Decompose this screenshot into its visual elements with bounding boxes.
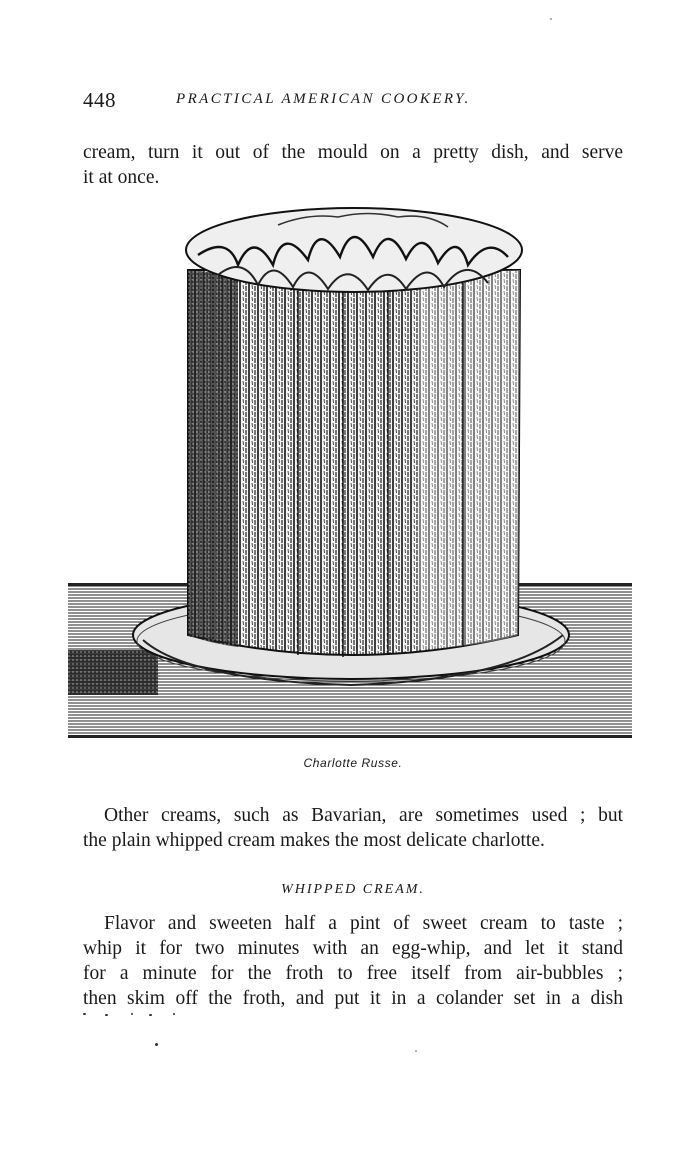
text-line: whip it for two minutes with an egg-whip, and let it stand xyxy=(83,938,623,959)
illustration-caption: Charlotte Russe. xyxy=(303,756,403,770)
text-line: Flavor and sweeten half a pint of sweet cream to taste ; xyxy=(104,913,623,934)
section-heading: WHIPPED CREAM. xyxy=(281,882,425,897)
paragraph-continuation xyxy=(83,140,623,190)
text-line: the plain whipped cream makes the most delicate charlotte. xyxy=(83,830,545,851)
piped-cream-top xyxy=(186,208,522,292)
charlotte-russe-engraving xyxy=(68,195,632,745)
ink-speck xyxy=(155,1043,158,1046)
text-line: it at once. xyxy=(83,167,160,188)
text-line: then skim off the froth, and put it in a colander set in a dish xyxy=(83,988,623,1009)
page-number: 448 xyxy=(83,88,116,112)
paragraph-whipped-cream xyxy=(83,911,623,1011)
text-line: Other creams, such as Bavarian, are sometimes used ; but xyxy=(104,805,623,826)
paragraph-other-creams xyxy=(83,803,623,853)
text-line: cream, turn it out of the mould on a pretty dish, and serve xyxy=(83,142,623,163)
ink-speck xyxy=(550,18,552,20)
ink-speck xyxy=(415,1050,417,1052)
cut-off-text-fragment xyxy=(83,1012,283,1018)
running-head: PRACTICAL AMERICAN COOKERY. xyxy=(176,91,471,107)
fluted-cake-body xyxy=(188,270,520,657)
page-header xyxy=(83,88,623,118)
text-line: for a minute for the froth to free itself from air-bubbles ; xyxy=(83,963,623,984)
